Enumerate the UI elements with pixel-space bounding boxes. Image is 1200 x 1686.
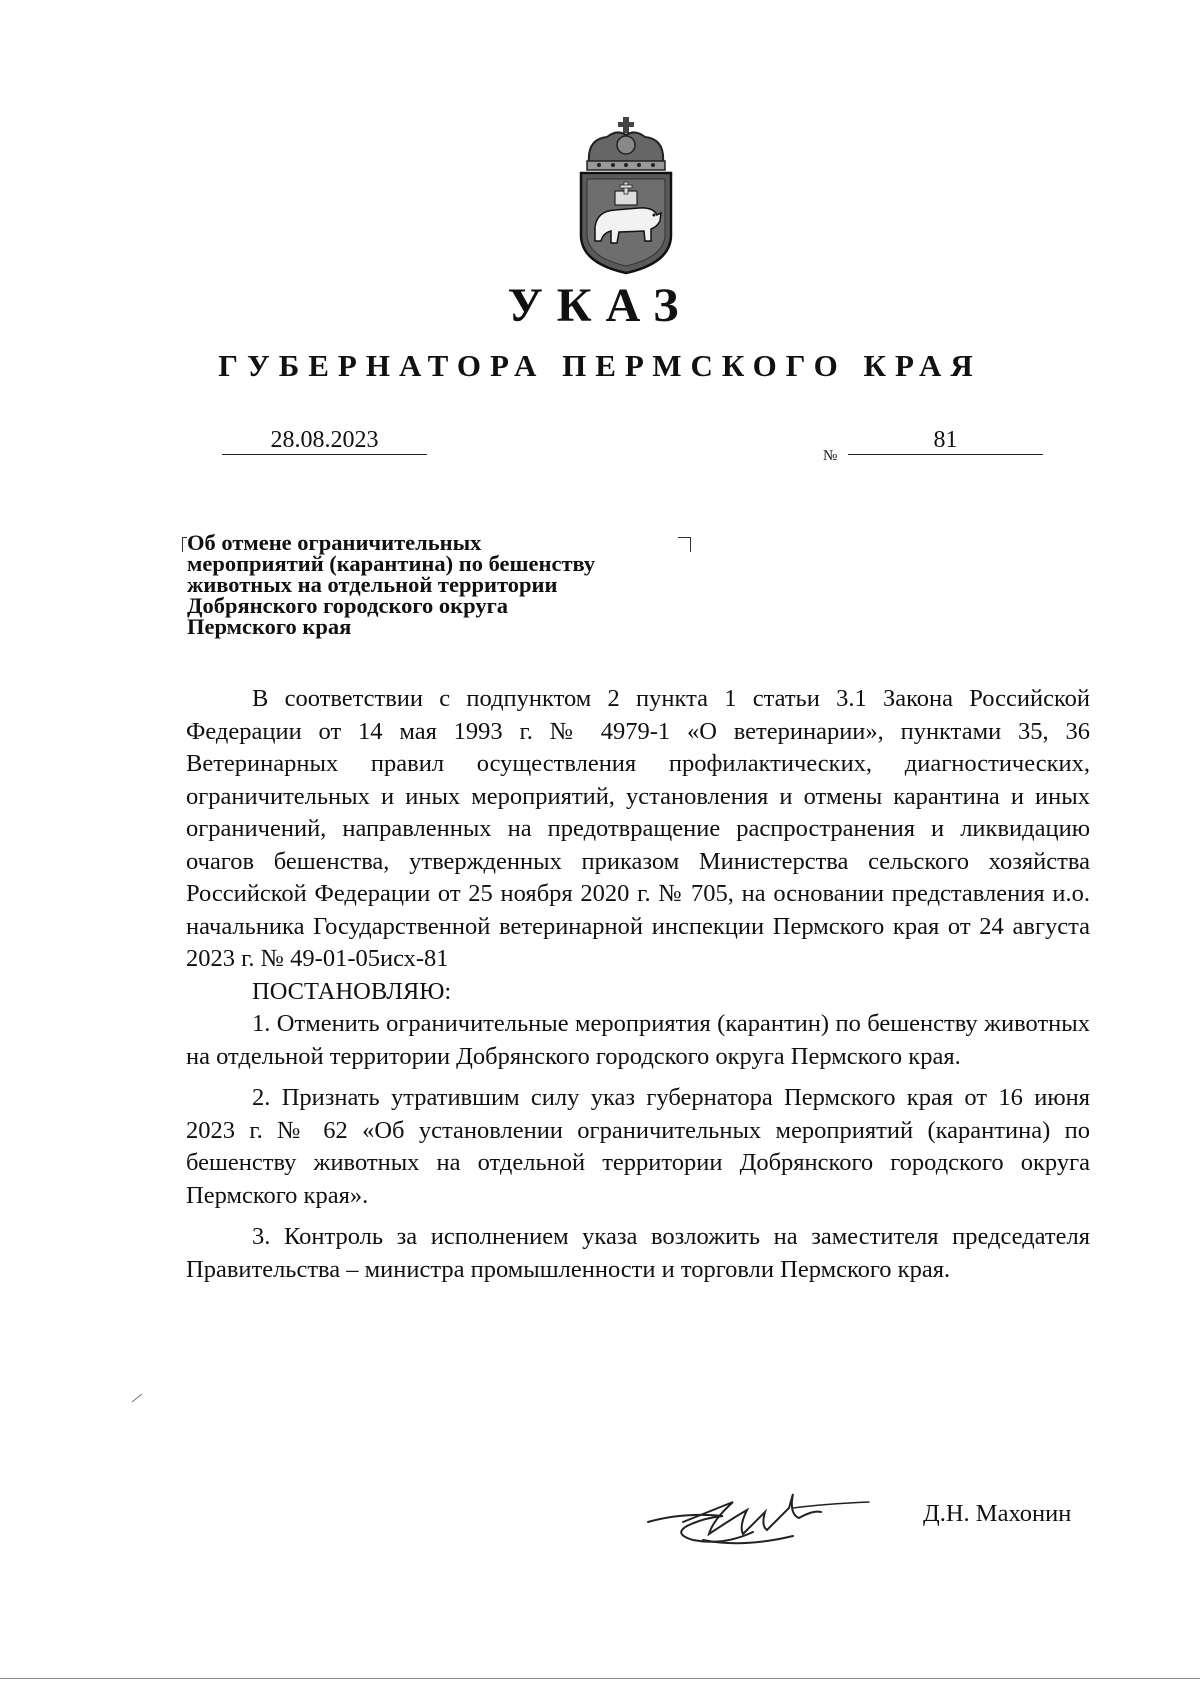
subject-line: Пермского края [187, 614, 352, 639]
scan-edge-line [0, 1678, 1200, 1679]
date-field [222, 426, 427, 455]
subject-line: животных на отдельной территории [187, 572, 558, 597]
signature-icon [643, 1482, 871, 1552]
item-paragraph: 1. Отменить ограничительные мероприятия (карантин) по бешенству животных на отдельной территории Добрянского городского округа Пермского края. [186, 1010, 1090, 1070]
item-paragraph: 2. Признать утратившим силу указ губернатора Пермского края от 16 июня 2023 г. № 62 «Об установлении ограничительных мероприятий (карантина) по бешенству животных на отдельной территории Добрянского городского округа Пермского края». [186, 1084, 1090, 1209]
number-sign: № [823, 448, 838, 464]
item-paragraph: 3. Контроль за исполнением указа возложить на заместителя председателя Правительства – министра промышленности и торговли Пермского края. [186, 1223, 1090, 1283]
scan-mark [130, 1390, 144, 1404]
authority-heading: ГУБЕРНАТОРА ПЕРМСКОГО КРАЯ [218, 348, 982, 383]
signer-name: Д.Н. Махонин [923, 1500, 1072, 1527]
decree-number: 81 [933, 427, 958, 453]
subject-line: Об отмене ограничительных [187, 530, 482, 555]
preamble-paragraph: В соответствии с подпунктом 2 пункта 1 статьи 3.1 Закона Российской Федерации от 14 мая 1993 г. № 4979-1 «О ветеринарии», пунктами 35, 36 Ветеринарных правил осуществления профилактических, диагностических, ограничительных и иных мероприятий, установления и отмены карантина и иных ограничений, направленных на предотвращение распространения и ликвидацию очагов бешенства, утвержденных приказом Министерства сельского хозяйства Российской Федерации от 25 ноября 2020 г. № 705, на основании представления и.о. начальника Государственной ветеринарной инспекции Пермского края от 24 августа 2023 г. № 49-01-05исх-81 [186, 685, 1090, 972]
subject-line: Добрянского городского округа [187, 593, 509, 618]
number-field [848, 426, 1043, 455]
subject-line: мероприятий (карантина) по бешенству [187, 551, 596, 576]
decree-heading: УКАЗ [507, 279, 693, 332]
decree-subject [187, 532, 707, 637]
decree-body [186, 683, 1090, 1286]
resolve-word: ПОСТАНОВЛЯЮ: [252, 977, 452, 1005]
decree-date: 28.08.2023 [270, 427, 379, 453]
coat-of-arms-icon [567, 115, 685, 275]
